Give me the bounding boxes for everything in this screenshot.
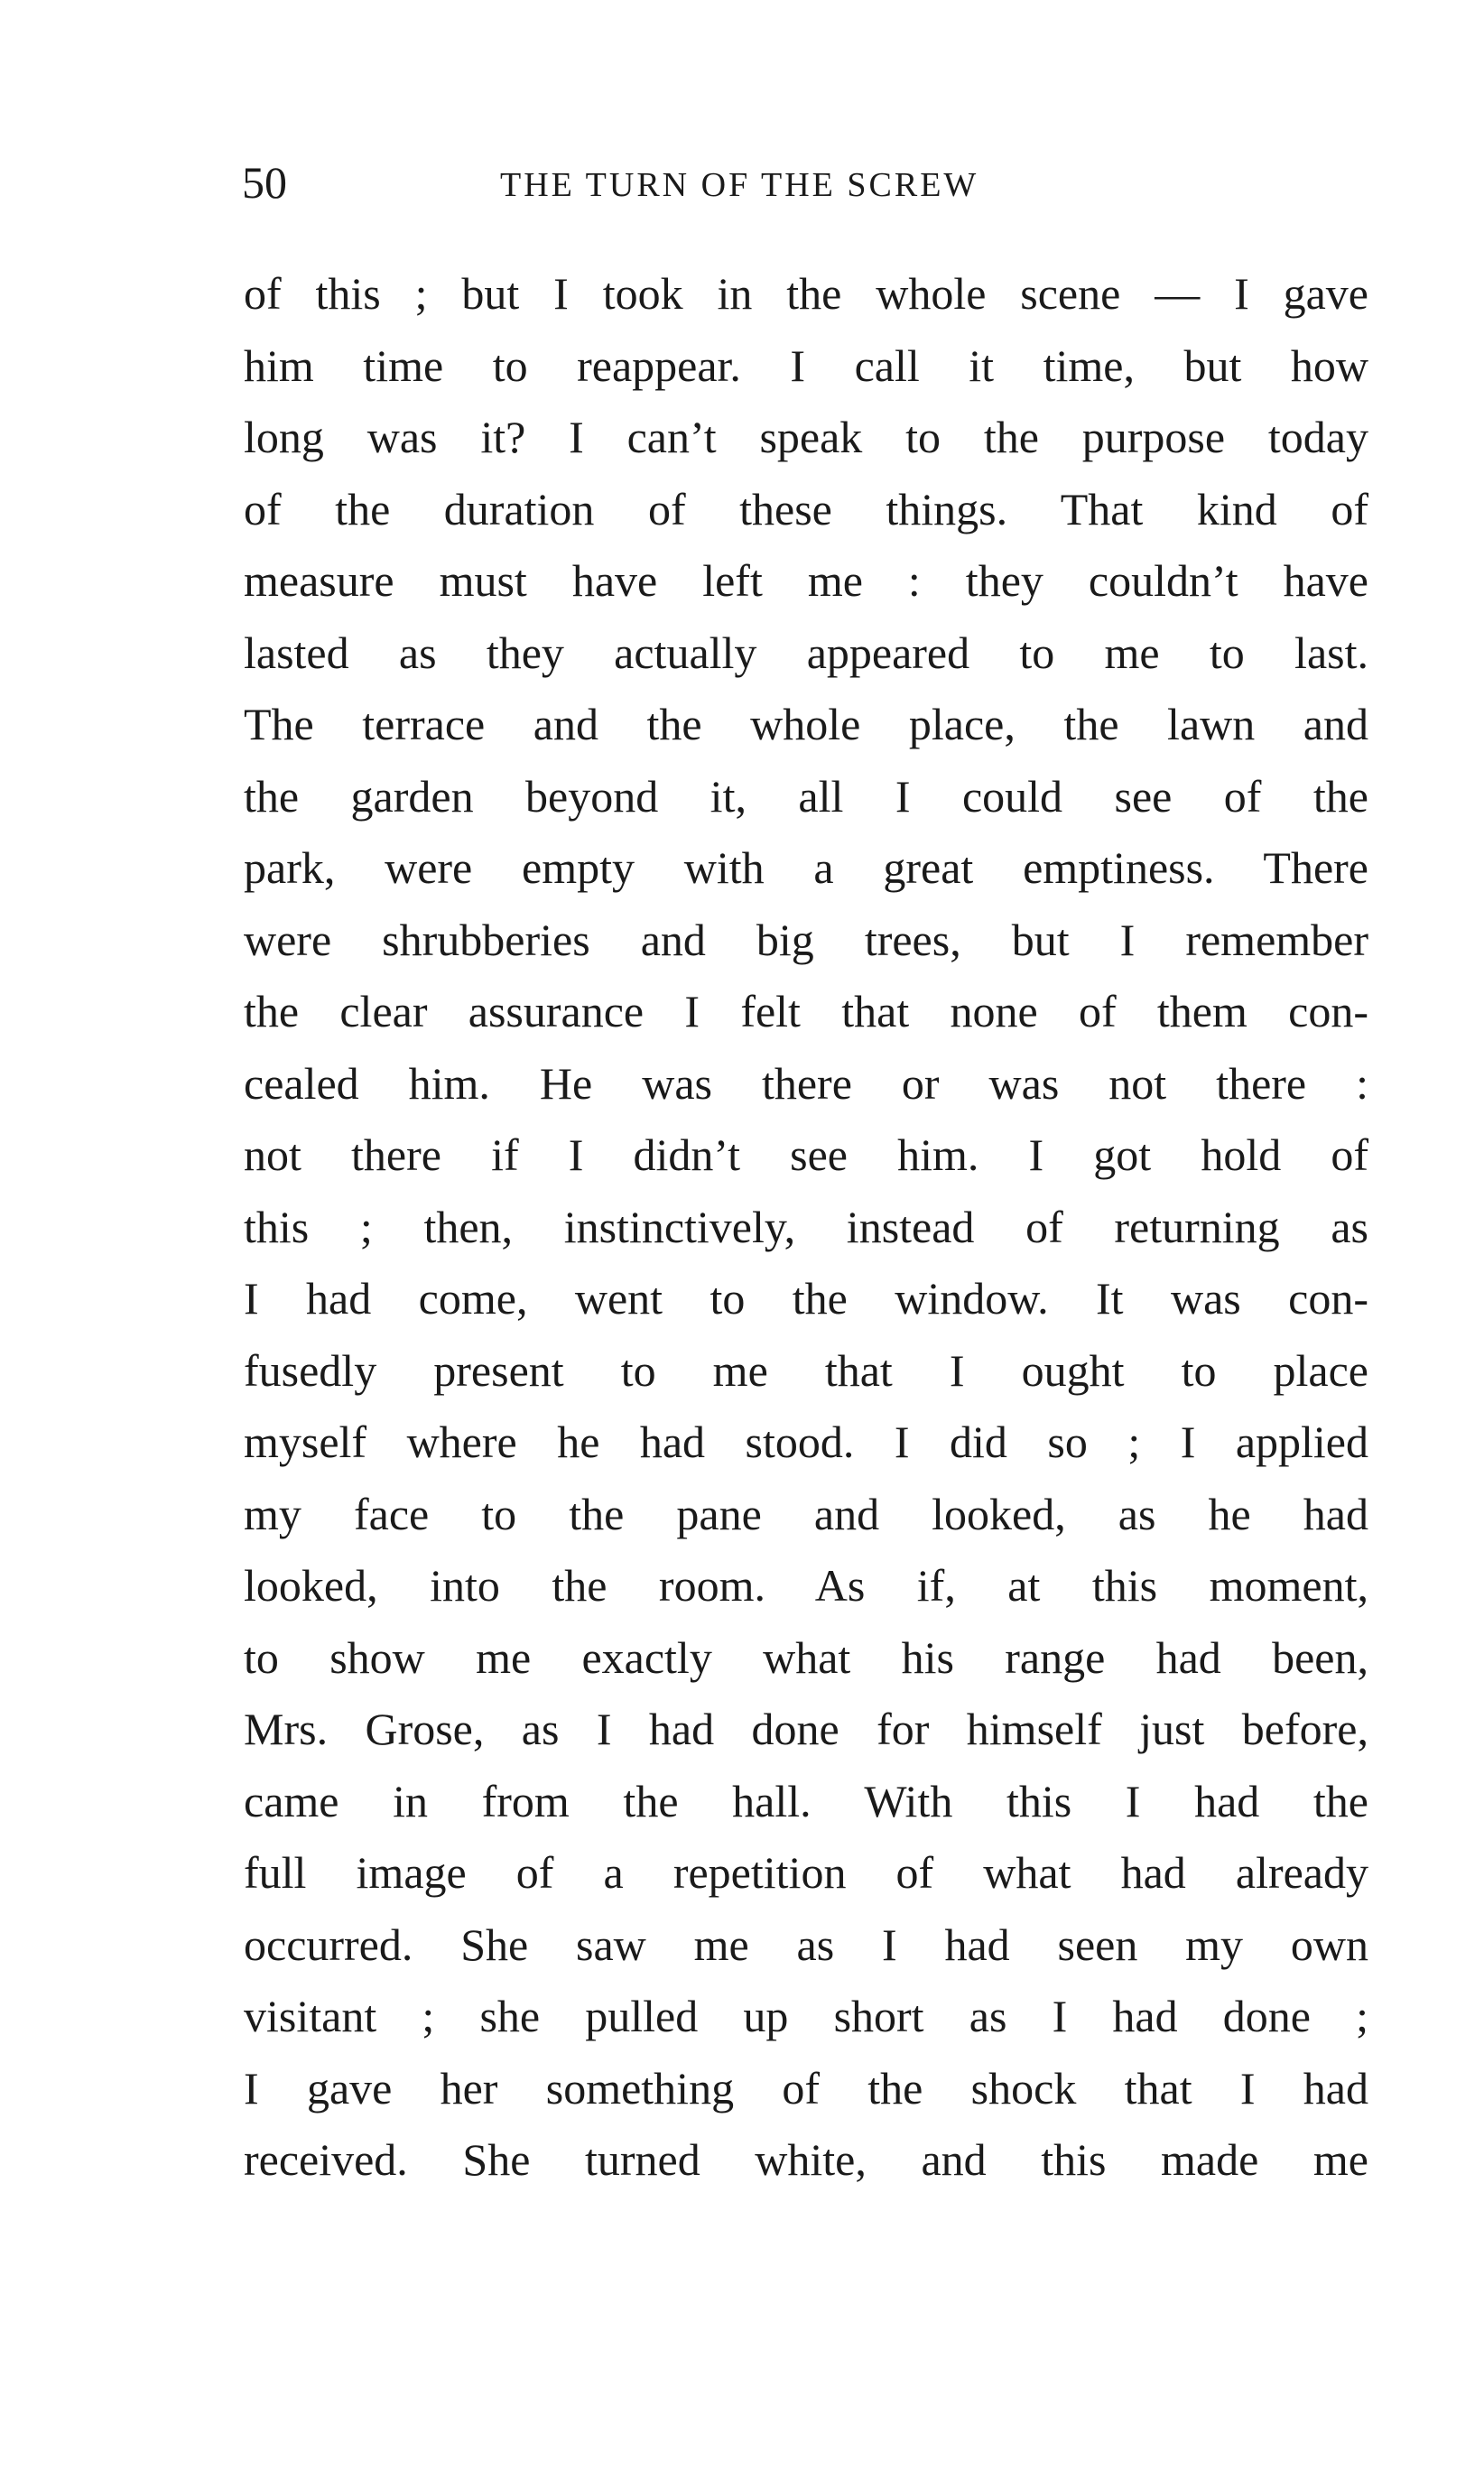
text-line: were shrubberies and big trees, but I remember bbox=[244, 914, 1368, 965]
text-line: came in from the hall. With this I had the bbox=[244, 1775, 1368, 1826]
text-line: long was it? I can’t speak to the purpose today bbox=[244, 412, 1368, 462]
text-line: Mrs. Grose, as I had done for himself just before, bbox=[244, 1704, 1368, 1754]
text-line: occurred. She saw me as I had seen my own bbox=[244, 1919, 1368, 1970]
text-line: the garden beyond it, all I could see of the bbox=[244, 770, 1368, 822]
page-number: 50 bbox=[242, 157, 287, 208]
text-line: The terrace and the whole place, the lawn and bbox=[244, 699, 1368, 749]
text-line: this ; then, instinctively, instead of returning as bbox=[244, 1201, 1368, 1252]
body-text bbox=[244, 258, 1368, 2197]
text-line: park, were empty with a great emptiness. There bbox=[244, 842, 1368, 893]
text-line: full image of a repetition of what had already bbox=[244, 1847, 1368, 1898]
text-line: to show me exactly what his range had been, bbox=[244, 1631, 1368, 1683]
text-line: of the duration of these things. That kind of bbox=[244, 483, 1368, 534]
text-line: my face to the pane and looked, as he had bbox=[244, 1488, 1368, 1539]
text-line: received. She turned white, and this made me bbox=[244, 2134, 1368, 2185]
text-line: him time to reappear. I call it time, but how bbox=[244, 339, 1368, 391]
text-line: measure must have left me : they couldn’t have bbox=[244, 555, 1368, 606]
text-line: myself where he had stood. I did so ; I applied bbox=[244, 1417, 1368, 1467]
running-title: THE TURN OF THE SCREW bbox=[500, 166, 979, 204]
text-line: fusedly present to me that I ought to place bbox=[244, 1344, 1368, 1396]
text-line: of this ; but I took in the whole scene — I gave bbox=[244, 268, 1368, 319]
text-line: I had come, went to the window. It was con- bbox=[244, 1273, 1368, 1324]
running-head bbox=[242, 155, 1368, 209]
text-line: cealed him. He was there or was not there : bbox=[244, 1057, 1368, 1109]
text-line: lasted as they actually appeared to me to last. bbox=[244, 627, 1368, 678]
text-line: I gave her something of the shock that I had bbox=[244, 2062, 1368, 2114]
text-line: not there if I didn’t see him. I got hold of bbox=[244, 1129, 1368, 1180]
text-line: the clear assurance I felt that none of them con- bbox=[244, 986, 1368, 1036]
text-line: visitant ; she pulled up short as I had done ; bbox=[244, 1991, 1368, 2041]
text-line: looked, into the room. As if, at this moment, bbox=[244, 1560, 1368, 1611]
